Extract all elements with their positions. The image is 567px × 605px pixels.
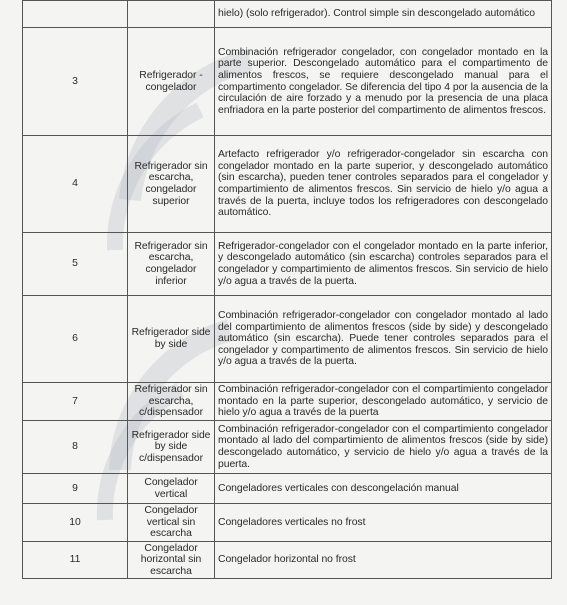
table-row — [23, 474, 552, 504]
category-type: Refrigerador sin escarcha, congelador superior — [128, 136, 215, 233]
table-row — [23, 421, 552, 474]
table-row — [23, 383, 552, 421]
document-page — [22, 0, 552, 579]
category-type: Congelador vertical sin escarcha — [128, 504, 215, 542]
category-number: 3 — [23, 28, 128, 136]
category-type: Refrigerador sin escarcha, congelador inferior — [128, 233, 215, 296]
category-description: Combinación refrigerador-congelador con el compartimiento congelador montado al lado del compartimiento de alimentos frescos (side by side) descongelado automático, y servicio de hielo y/o agua a través de la puerta. — [215, 421, 552, 474]
category-description: Combinación refrigerador congelador, con congelador montado en la parte superior. Descongelado automático para el compartimento de alimentos frescos, se requiere descongelado manual para el compartimento congelador. Se diferencia del tipo 4 por la ausencia de la circulación de aire forzado y a menudo por la presencia de una placa enfriadora en la parte posterior del compartimento de alimentos frescos. — [215, 28, 552, 136]
category-description: Refrigerador-congelador con el congelador montado en la parte inferior, y descongelado automático (sin escarcha) controles separados para el congelador y compartimiento de alimentos frescos. Sin servicio de hielo y/o agua a través de la puerta. — [215, 233, 552, 296]
table-row — [23, 28, 552, 136]
category-number: 11 — [23, 542, 128, 579]
category-type — [128, 1, 215, 28]
category-number: 6 — [23, 296, 128, 383]
category-description: Congeladores verticales con descongelación manual — [215, 474, 552, 504]
category-number: 7 — [23, 383, 128, 421]
table-row — [23, 542, 552, 579]
table-row — [23, 1, 552, 28]
category-type: Refrigerador - congelador — [128, 28, 215, 136]
category-type: Refrigerador side by side — [128, 296, 215, 383]
category-number: 5 — [23, 233, 128, 296]
appliance-category-table — [22, 0, 552, 579]
table-row — [23, 296, 552, 383]
category-description: Combinación refrigerador-congelador con congelador montado al lado del compartimiento de alimentos frescos (side by side) y descongelado automático (sin escarcha). Puede tener controles separados para el congelador y compartimento de alimentos frescos. Sin servicio de hielo y/o agua a través de la puerta. — [215, 296, 552, 383]
category-type: Refrigerador sin escarcha, c/dispensador — [128, 383, 215, 421]
category-number — [23, 1, 128, 28]
category-description: Combinación refrigerador-congelador con el compartimiento congelador montado en la parte superior, descongelado automático, y servicio de hielo y/o agua a través de la puerta — [215, 383, 552, 421]
category-type: Congelador vertical — [128, 474, 215, 504]
category-type: Refrigerador side by side c/dispensador — [128, 421, 215, 474]
category-number: 8 — [23, 421, 128, 474]
category-type: Congelador horizontal sin escarcha — [128, 542, 215, 579]
category-number: 10 — [23, 504, 128, 542]
table-row — [23, 136, 552, 233]
table-row — [23, 233, 552, 296]
category-description: Congelador horizontal no frost — [215, 542, 552, 579]
category-description: Congeladores verticales no frost — [215, 504, 552, 542]
category-description: hielo) (solo refrigerador). Control simple sin descongelado automático — [215, 1, 552, 28]
category-description: Artefacto refrigerador y/o refrigerador-congelador sin escarcha con congelador montado en la parte superior, y descongelado automático (sin escarcha), pueden tener controles separados para el congelador y compartimiento de alimentos frescos. Sin servicio de hielo y/o agua a través de la puerta, incluye todos los refrigeradores con descongelado automático. — [215, 136, 552, 233]
category-number: 4 — [23, 136, 128, 233]
category-number: 9 — [23, 474, 128, 504]
table-row — [23, 504, 552, 542]
